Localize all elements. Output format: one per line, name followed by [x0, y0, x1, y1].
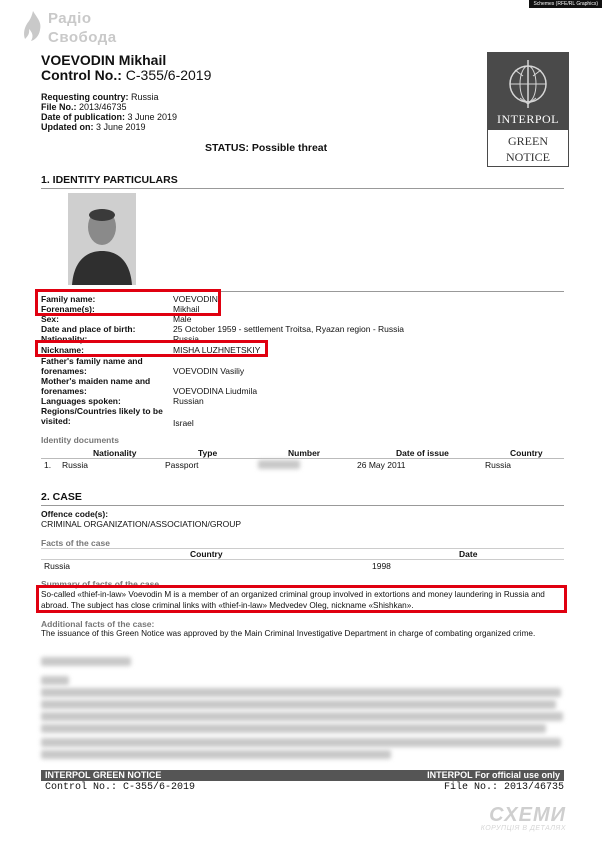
offence-value: CRIMINAL ORGANIZATION/ASSOCIATION/GROUP: [41, 519, 242, 529]
redacted-passport-number: [258, 460, 300, 469]
additional-text: The issuance of this Green Notice was approved by the Main Criminal Investigative Department in charge of combating organized crime.: [41, 629, 536, 638]
birth-value: 25 October 1959 - settlement Troitsa, Ryazan region - Russia: [173, 324, 405, 334]
radio-wordmark-2: Свобода: [48, 29, 117, 46]
regions-label-2: visited:: [41, 416, 71, 426]
mother-label-2: forenames:: [41, 386, 87, 396]
footer-right-bar: INTERPOL For official use only: [241, 770, 564, 781]
redacted-line: [41, 688, 561, 697]
highlight-name-box: [35, 289, 221, 316]
facts-row-date: 1998: [372, 561, 391, 571]
subject-photo: [68, 193, 136, 285]
offence-label: Offence code(s):: [41, 509, 109, 519]
forename-label: Forename(s):: [41, 304, 95, 314]
doc-header-type: Type: [198, 448, 218, 458]
person-silhouette: [68, 193, 136, 285]
summary-line-1: So-called «thief-in-law» Voevodin M is a member of an organized criminal group involved in extortions and money laundering in Russia and: [41, 590, 545, 599]
redacted-line: [41, 676, 69, 685]
facts-row-country: Russia: [44, 561, 70, 571]
footer-file-number: File No.: 2013/46735: [443, 782, 564, 793]
schemes-tagline: КОРУПЦІЯ В ДЕТАЛЯХ: [480, 825, 566, 832]
nickname-label: Nickname:: [41, 345, 84, 355]
notice-type-line1: GREEN: [508, 134, 548, 148]
redacted-line: [41, 738, 561, 747]
doc-row-country: Russia: [485, 460, 511, 470]
forename-value: Mikhail: [173, 304, 200, 314]
schemes-logo: СХЕМИ: [489, 804, 566, 826]
updated-label: Updated on:: [41, 122, 94, 132]
identity-section-title: 1. IDENTITY PARTICULARS: [41, 174, 178, 186]
footer-left-bar: INTERPOL GREEN NOTICE: [41, 770, 249, 781]
redacted-line: [41, 724, 546, 733]
nationality-value: Russia: [173, 334, 199, 344]
publication-label: Date of publication:: [41, 112, 125, 122]
doc-header-country: Country: [510, 448, 543, 458]
doc-header-number: Number: [288, 448, 321, 458]
nationality-label: Nationality:: [41, 334, 88, 344]
interpol-green-notice-logo: [487, 52, 569, 168]
facts-header-country: Country: [190, 549, 223, 559]
subject-name: VOEVODIN Mikhail: [41, 52, 167, 68]
control-number: [41, 67, 211, 83]
doc-row-index: 1.: [44, 460, 52, 470]
requesting-country: [41, 92, 159, 102]
redacted-line: [41, 700, 556, 709]
interpol-wordmark: INTERPOL: [497, 112, 559, 126]
family-name-label: Family name:: [41, 294, 96, 304]
flame-icon: [22, 10, 44, 42]
father-label-1: Father's family name and: [41, 356, 143, 366]
languages-value: Russian: [173, 396, 204, 406]
redacted-line: [41, 712, 563, 721]
doc-row-date: 26 May 2011: [357, 460, 406, 470]
family-name-value: VOEVODIN: [173, 294, 218, 304]
regions-value: Israel: [173, 418, 194, 428]
requesting-country-value: Russia: [131, 92, 159, 102]
notice-type-line2: NOTICE: [506, 150, 550, 164]
documents-title: Identity documents: [41, 435, 119, 445]
additional-title: Additional facts of the case:: [41, 619, 155, 629]
regions-label-1: Regions/Countries likely to be: [41, 406, 163, 416]
control-label: Control No.:: [41, 67, 122, 83]
mother-value: VOEVODINA Liudmila: [173, 386, 258, 396]
control-value: C-355/6-2019: [125, 67, 212, 83]
file-no-label: File No.:: [41, 102, 77, 112]
facts-header-date: Date: [459, 549, 478, 559]
birth-label: Date and place of birth:: [41, 324, 136, 334]
highlight-nickname-box: [35, 340, 268, 357]
doc-header-date: Date of issue: [396, 448, 449, 458]
updated-value: 3 June 2019: [96, 122, 146, 132]
highlight-summary-box: [36, 585, 567, 613]
status-line: STATUS: Possible threat: [205, 142, 328, 154]
divider: [41, 188, 564, 189]
radio-wordmark-1: Радіо: [48, 10, 92, 27]
redacted-line: [41, 750, 391, 759]
radio-svoboda-logo: [22, 8, 142, 48]
summary-line-2: abroad. The subject has close criminal links with «thief-in-law» Medvedev Oleg, nickname «Shishkan».: [41, 601, 414, 610]
sex-label: Sex:: [41, 314, 59, 324]
divider: [41, 505, 564, 506]
doc-row-nationality: Russia: [62, 460, 88, 470]
footer-control-number: Control No.: C-355/6-2019: [45, 782, 196, 793]
publication-date: [41, 112, 177, 122]
redacted-line: [41, 657, 131, 666]
mother-label-1: Mother's maiden name and: [41, 376, 151, 386]
case-section-title: 2. CASE: [41, 491, 82, 503]
father-label-2: forenames:: [41, 366, 87, 376]
doc-header-nationality: Nationality: [93, 448, 137, 458]
requesting-country-label: Requesting country:: [41, 92, 129, 102]
languages-label: Languages spoken:: [41, 396, 121, 406]
updated-date: [41, 122, 146, 132]
publication-value: 3 June 2019: [127, 112, 178, 122]
divider: [41, 548, 564, 549]
doc-row-type: Passport: [165, 460, 199, 470]
divider: [41, 559, 564, 560]
sex-value: Male: [173, 314, 192, 324]
summary-title: Summary of facts of the case: [41, 579, 160, 589]
divider: [41, 458, 564, 459]
file-no-value: 2013/46735: [79, 102, 127, 112]
facts-title: Facts of the case: [41, 538, 110, 548]
nickname-value: MISHA LUZHNETSKIY: [173, 345, 261, 355]
father-value: VOEVODIN Vasiliy: [173, 366, 245, 376]
globe-icon: [487, 52, 569, 112]
image-credit: Schemes (RFE/RL Graphics): [529, 0, 602, 8]
file-number: [41, 102, 127, 112]
